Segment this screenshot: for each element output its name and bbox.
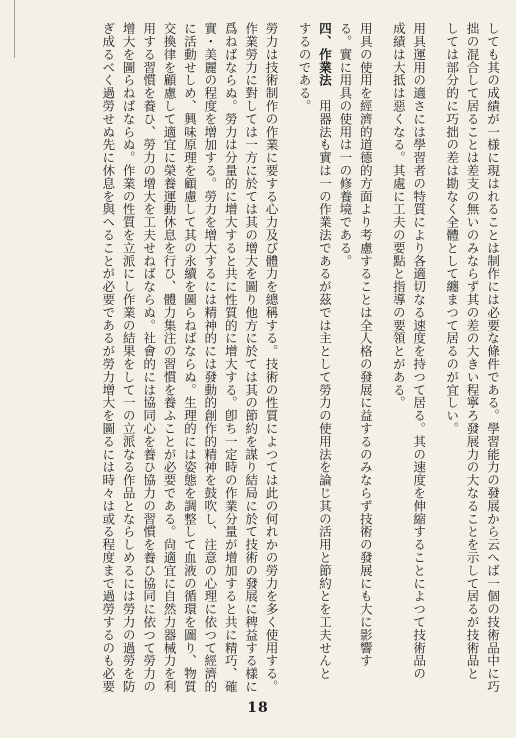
text-line: するのである。 (296, 22, 312, 113)
text-line: 用具の使用を經濟的道德的方面より考慮することは全人格の發展に益するのみならず技術の發展にも大に影響す (357, 22, 373, 667)
text-line: る。實に用具の使用は一の修養境である。 (337, 22, 353, 268)
section-heading: 四、作業法 (316, 22, 332, 87)
text-line: しても其の成績が一様に現はれることは制作には必要な條件である。學習能力の發展から云へば一個の技術品中に巧 (485, 22, 500, 693)
text-line: 勞力は技術制作の作業に要する心力及び體力を總稱する。技術の性質によつては此の何れかの勞力を多く使用する。 (263, 22, 279, 693)
text-run: 用器法も實は一の作業法であるが茲では主として勞力の使用法を論じ其の活用と節約とを工夫せんと (316, 99, 332, 680)
text-line: 實・美麗の程度を增加する。勞力を增大するには精神的には發動的創作的精神を鼓吹し、注意の心理に依つて經濟的 (202, 22, 218, 693)
text-line: 爲ねばならぬ。勞力は分量的に增大すると共に性質的に增大する。卽ち一定時の作業分量が增加すると共に精巧、確 (222, 22, 238, 693)
text-line: に活動せしめ、興味原理を顧慮して其の永續を圖らねばならぬ。生理的には姿態を調整して血液の循環を圖り、物質 (181, 22, 197, 693)
text-line: 作業勞力に對しては一方に於ては其の增大を圖り他方に於ては其の節約を謀り結局に於て技術の發展に稗益する樣に (243, 22, 259, 693)
text-line: 增大を圖らねばならぬ。作業の性質を立派にし作業の結果をして一の立派なる作品とならしめるには勞力の過勞を防 (120, 22, 136, 693)
text-line: 交換律を顧慮して適宜に榮養運動休息を行ひ、體力集注の習慣を養ふことが必要である。尙適宜に自然力器械力を利 (161, 22, 177, 693)
text-line: 用する習慣を養ひ、勞力の增大を工夫せねばならぬ。社會的には協同心を養ひ協力の習慣を養ひ協同に依つて勞力の (141, 22, 157, 693)
text-line: ぎ成るべく過勞せぬ先に休息を與へることが必要であるが勞力增大を圖るには時々は或る程度まで過勞するのも必要 (100, 22, 116, 693)
section-heading-line (314, 22, 334, 697)
vertical-text-body (97, 22, 502, 697)
text-line: 拙の混合して居ることは差支の無いのみならず其の差の大きい程寧ろ發展力の大なることを示して居るが技術品と (464, 22, 480, 680)
margin-rule (14, 0, 15, 58)
text-line: 用具運用の適さには學習者の特質により各適切なる速度を持つて居る。其の速度を伸縮することによつて技術品の (411, 22, 427, 680)
text-line: 成績は大抵は惡くなる。其處に工夫の要點と指導の要領とがある。 (390, 22, 406, 409)
text-line: しては部分的に巧拙の差は勘なく全體として纏まつて居るのが宜しい。 (444, 22, 460, 435)
page-number: 18 (247, 700, 269, 716)
